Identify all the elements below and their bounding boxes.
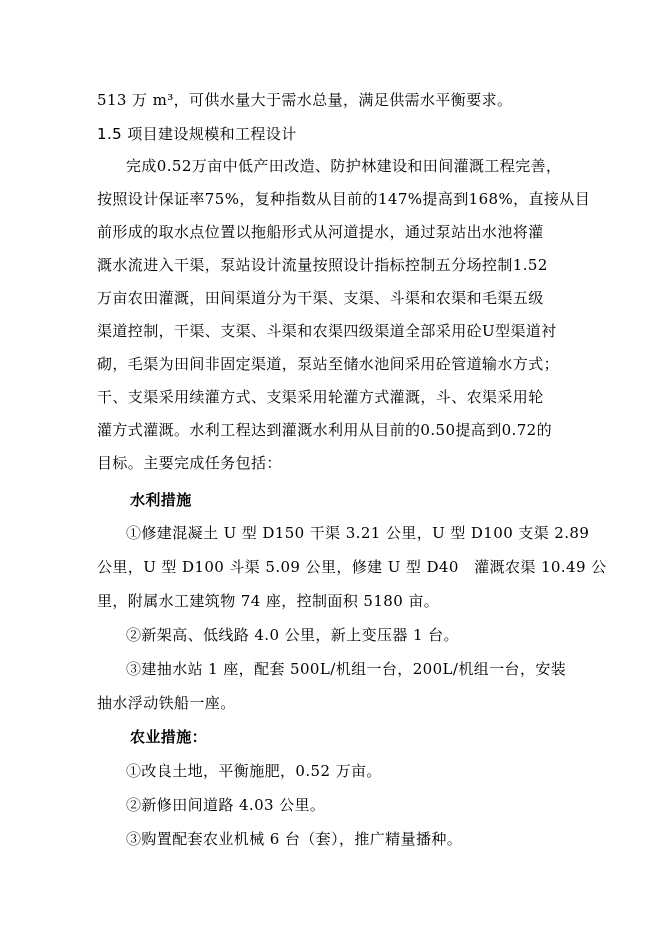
agri-item: ②新修田间道路 4.03 公里。 <box>126 796 326 814</box>
paragraph-line: 完成0.52万亩中低产田改造、防护林建设和田间灌溉工程完善， <box>126 157 562 175</box>
water-item-line: ②新架高、低线路 4.0 公里，新上变压器 1 台。 <box>126 626 459 644</box>
intro-line: 513 万 m³，可供水量大于需水总量，满足供需水平衡要求。 <box>97 91 513 109</box>
agri-measures-heading: 农业措施： <box>130 728 208 746</box>
paragraph-line: 按照设计保证率75%，复种指数从目前的147%提高到168%，直接从目 <box>97 190 591 208</box>
water-item-line: 公里，U 型 D100 斗渠 5.09 公里，修建 U 型 D40 灌溉农渠 10.49 公 <box>97 558 607 576</box>
paragraph-line: 灌方式灌溉。水利工程达到灌溉水利用从目前的0.50提高到0.72的 <box>97 421 552 439</box>
water-measures-heading: 水利措施 <box>130 491 192 509</box>
paragraph-line: 渠道控制，干渠、支渠、斗渠和农渠四级渠道全部采用砼U型渠道衬 <box>97 322 557 340</box>
section-title: 1.5 项目建设规模和工程设计 <box>97 125 297 143</box>
paragraph-line: 溉水流进入干渠，泵站设计流量按照设计指标控制五分场控制1.52 <box>97 256 548 274</box>
paragraph-line: 干、支渠采用续灌方式、支渠采用轮灌方式灌溉，斗、农渠采用轮 <box>97 388 544 406</box>
paragraph-line: 目标。主要完成任务包括： <box>97 454 282 472</box>
paragraph-line: 万亩农田灌溉，田间渠道分为干渠、支渠、斗渠和农渠和毛渠五级 <box>97 289 544 307</box>
water-item-line: 里，附属水工建筑物 74 座，控制面积 5180 亩。 <box>97 592 440 610</box>
agri-item: ③购置配套农业机械 6 台（套），推广精量播种。 <box>126 830 463 848</box>
water-item-line: ①修建混凝土 U 型 D150 干渠 3.21 公里，U 型 D100 支渠 2.89 <box>126 524 590 542</box>
water-item-line: 抽水浮动铁船一座。 <box>97 694 236 712</box>
water-item-line: ③建抽水站 1 座，配套 500L/机组一台，200L/机组一台，安装 <box>126 660 567 678</box>
agri-item: ①改良土地，平衡施肥，0.52 万亩。 <box>126 762 382 780</box>
paragraph-line: 砌，毛渠为田间非固定渠道，泵站至储水池间采用砼管道输水方式； <box>97 355 560 373</box>
paragraph-line: 前形成的取水点位置以拖船形式从河道提水，通过泵站出水池将灌 <box>97 223 544 241</box>
